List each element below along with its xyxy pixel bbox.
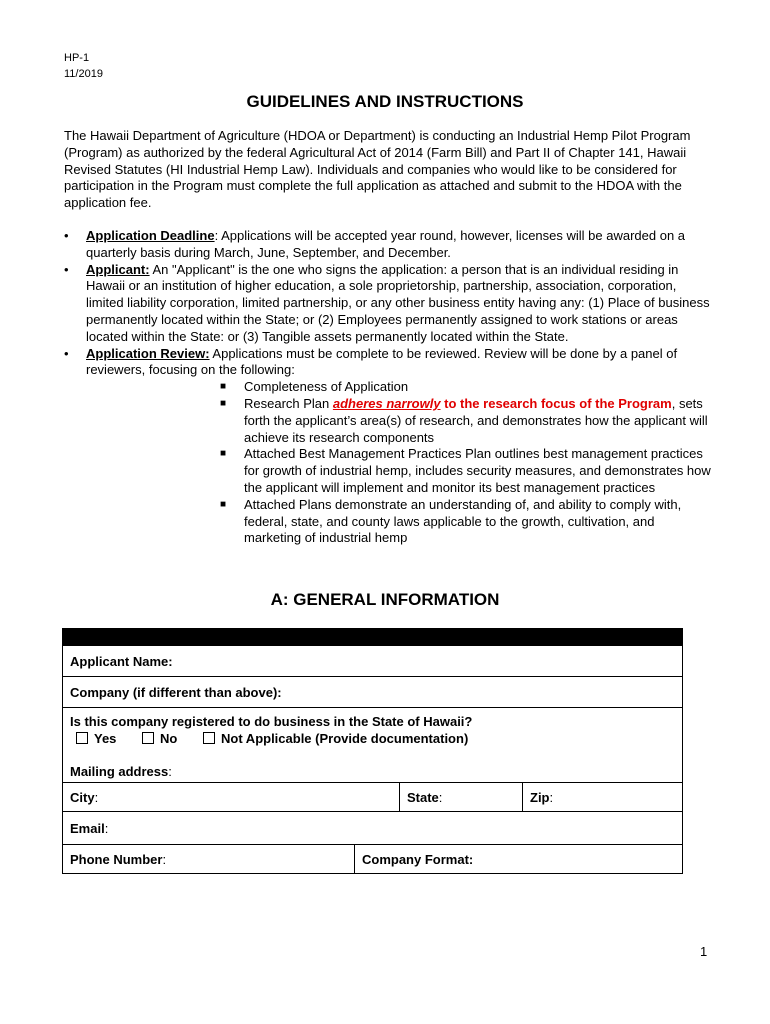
criteria-text: Research Plan [244,395,333,411]
bullet-icon: • [64,261,69,277]
applicant-text: An "Applicant" is the one who signs the application: a person that is an individual residing in Hawaii or an institution of higher education, a sole proprietorship, partnership, association, corporation, limited liability corporation, limited partnership, or any other business entity having any: (1) Place of business permanently located within the State; or (2) Employees permanently assigned to work stations or areas located within the State: or (3) Tangible assets permanently located within the State. [86,261,710,344]
city-field[interactable] [63,783,399,811]
na-label: Not Applicable (Provide documentation) [221,731,469,746]
mailing-label: Mailing address [70,764,169,779]
list-item [64,228,714,262]
applicant-name-field[interactable]: Applicant Name: [70,653,173,669]
yes-label: Yes [94,731,117,746]
list-item [220,396,714,446]
form-date: 11/2019 [64,68,103,80]
criteria-text: Attached Best Management Practices Plan outlines best management practices for growth of industrial hemp, includes security measures, and demonstrates how the applicant will implement and monitor its best management practices [244,446,711,495]
colon: : [104,820,109,836]
square-bullet-icon: ■ [220,397,227,409]
colon: : [168,764,172,779]
registration-row [63,707,682,752]
criteria-emphasis: adheres narrowly [332,395,441,411]
zip-label: Zip [530,789,550,805]
state-field[interactable] [399,783,522,811]
checkbox-icon[interactable] [76,732,88,744]
form-code: HP-1 [64,52,90,64]
colon: : [438,789,443,805]
review-label: Application Review: [86,345,210,361]
deadline-text: : Applications will be accepted year round, however, licenses will be awarded on a quarterly basis during March, June, September, and December. [86,228,686,260]
company-row[interactable] [63,676,682,707]
instruction-list [64,228,714,547]
general-info-form [62,628,683,874]
mailing-row[interactable] [63,752,682,782]
form-meta [64,50,103,82]
criteria-text: Attached Plans demonstrate an understanding of, and ability to comply with, federal, state, and county laws applicable to the growth, cultivation, and marketing of industrial hemp [244,496,682,546]
company-field[interactable]: Company (if different than above): [70,684,282,700]
zip-field[interactable] [522,783,682,811]
square-bullet-icon: ■ [220,498,227,510]
square-bullet-icon: ■ [220,381,227,393]
phone-field[interactable] [63,845,354,873]
list-item [220,497,714,547]
phone-label: Phone Number [70,851,163,867]
na-option[interactable] [203,731,468,746]
state-label: State [407,789,439,805]
colon: : [94,789,99,805]
yes-option[interactable] [76,731,116,746]
email-label: Email [70,820,105,836]
city-state-zip-row [63,782,682,811]
colon: : [549,789,554,805]
section-title: A: GENERAL INFORMATION [270,590,500,609]
review-text: Applications must be complete to be reviewed. Review will be done by a panel of reviewers, focusing on the following: [86,345,678,378]
list-item [220,446,714,496]
phone-format-row [63,844,682,873]
mailing-address-field[interactable] [63,752,682,782]
no-label: No [160,731,178,746]
bullet-icon: • [64,228,69,243]
criteria-emphasis: to the research focus of the Program [440,395,672,411]
no-option[interactable] [142,731,177,746]
deadline-label: Application Deadline [86,228,215,243]
page-title: GUIDELINES AND INSTRUCTIONS [246,92,524,111]
email-field[interactable] [63,812,682,844]
checkbox-icon[interactable] [203,732,215,744]
colon: : [162,851,167,867]
form-header-bar [63,629,682,645]
company-format-field[interactable]: Company Format: [354,845,682,873]
intro-paragraph: The Hawaii Department of Agriculture (HDOA or Department) is conducting an Industrial Hemp Pilot Program (Program) as authorized by the federal Agricultural Act of 2014 (Farm Bill) and Part II of Chapter 141, Hawaii Revised Statutes (HI Industrial Hemp Law). Individuals and companies who would like to be considered for participation in the Program must complete the full application as attached and submit to the HDOA with the application fee. [64,128,691,211]
city-label: City [70,789,95,805]
applicant-label: Applicant: [86,261,150,277]
review-criteria-list [86,379,714,547]
bullet-icon: • [64,345,69,361]
page-number: 1 [700,944,708,959]
registration-question: Is this company registered to do business in the State of Hawaii? [70,714,473,729]
criteria-text: , sets forth the applicant’s area(s) of research, and demonstrates how the applicant will achieve its research components [244,395,708,445]
list-item [64,346,714,548]
applicant-name-row[interactable] [63,645,682,676]
checkbox-icon[interactable] [142,732,154,744]
email-row[interactable] [63,811,682,844]
square-bullet-icon: ■ [220,448,227,460]
list-item [220,379,714,396]
criteria-text: Completeness of Application [244,379,409,395]
list-item [64,262,714,346]
